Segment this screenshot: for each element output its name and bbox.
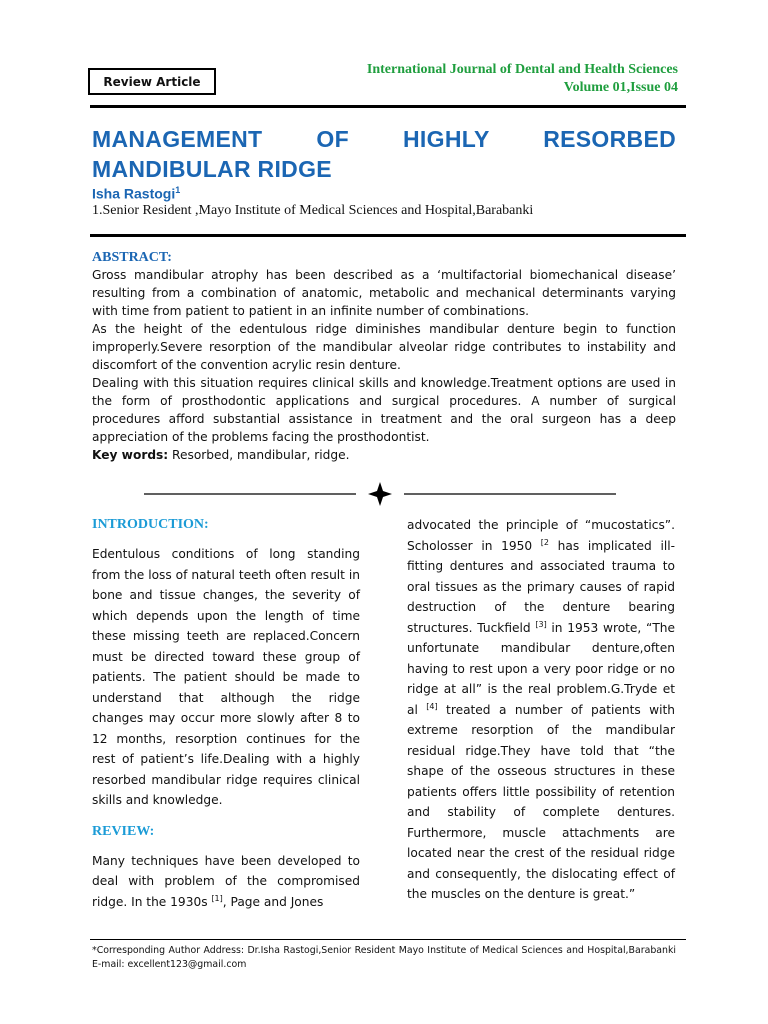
article-type-badge — [88, 68, 216, 95]
review-cont-1: advocated the principle of “mucostatics”. Scholosser in 1950 — [407, 518, 675, 553]
introduction-text: Edentulous conditions of long standing from the loss of natural teeth often result in bone and tissue changes, the severity of which depends upon the length of time these missing teeth are replaced.Concern must be directed toward these group of patients. The patient should be made to understand that although the ridge changes may occur more slowly after 8 to 12 months, resorption continues for the rest of patient’s life.Dealing with a highly resorbed mandibular ridge requires clinical skills and knowledge. — [92, 547, 360, 807]
abstract-heading: ABSTRACT: — [92, 250, 172, 265]
keywords — [92, 446, 676, 464]
review-cont-4: treated a number of patients with extreme resorption of the mandibular residual ridge.They have told that “the shape of the osseous structures in these patients offers little possibility of retention and stability of complete dentures. Furthermore, muscle attachments are located near the crest of the residual ridge and consequently, the dislocating effect of the muscles on the denture is great.” — [407, 702, 675, 901]
section-ornament — [140, 482, 620, 506]
keywords-text: Resorbed, mandibular, ridge. — [168, 448, 350, 462]
title-line-1: MANAGEMENT OF HIGHLY RESORBED — [92, 126, 676, 152]
star-icon — [368, 482, 392, 506]
right-column — [407, 515, 675, 905]
review-text-a: Many techniques have been developed to deal with problem of the compromised ridge. In the 1930s — [92, 853, 360, 909]
review-text — [92, 851, 360, 913]
introduction-heading: INTRODUCTION: — [92, 517, 209, 532]
affiliation: 1.Senior Resident ,Mayo Institute of Medical Sciences and Hospital,Barabanki — [92, 203, 534, 218]
citation-1: [1] — [211, 893, 223, 903]
left-column — [92, 516, 360, 912]
title-line-2: MANDIBULAR RIDGE — [92, 156, 332, 182]
abstract-paragraph-3: Dealing with this situation requires clinical skills and knowledge.Treatment options are used in the form of prosthodontic applications and surgical procedures. A number of surgical procedures afford substantial assistance in treatment and the oral surgeon has a deep appreciation of the problems facing the prosthodontist. — [92, 376, 676, 444]
journal-header — [367, 61, 678, 97]
citation-2: [2 — [540, 537, 549, 547]
review-text-b: , Page and Jones — [222, 894, 324, 909]
top-divider — [90, 105, 686, 108]
review-cont-3: in 1953 wrote, “The unfortunate mandibular denture,often having to rest upon a very poor ridge or no ridge at all” is the real problem.G.Tryde et al — [407, 620, 676, 717]
footnote-divider — [90, 939, 686, 940]
author-text: Isha Rastogi — [92, 185, 176, 202]
keywords-label: Key words: — [92, 448, 169, 462]
citation-4: [4] — [426, 701, 438, 711]
journal-name: International Journal of Dental and Health Sciences — [366, 62, 678, 77]
abstract-paragraph-2: As the height of the edentulous ridge diminishes mandibular denture begin to function improperly.Severe resorption of the mandibular alveolar ridge contributes to instability and discomfort of the convention acrylic resin denture. — [92, 322, 676, 372]
article-title — [92, 124, 676, 184]
citation-3: [3] — [535, 619, 547, 629]
review-cont-2: has implicated ill-fitting dentures and associated trauma to oral tissues as the primary causes of rapid destruction of the denture bearing structures. Tuckfield — [407, 538, 675, 635]
abstract-body — [92, 266, 676, 464]
author-name — [92, 185, 180, 202]
article-type-label: Review Article — [103, 74, 201, 89]
abstract-paragraph-1: Gross mandibular atrophy has been described as a ‘multifactorial biomechanical disease’ resulting from a combination of anatomic, metabolic and mechanical determinants varying with time from patient to patient in an infinite number of combinations. — [92, 268, 676, 318]
review-heading: REVIEW: — [92, 823, 155, 839]
review-continued — [407, 515, 675, 905]
corresponding-author-footnote: *Corresponding Author Address: Dr.Isha Rastogi,Senior Resident Mayo Institute of Medical Sciences and Hospital,Barabanki E-mail: excellent123@gmail.com — [92, 945, 676, 970]
abstract-divider — [90, 234, 686, 237]
volume-issue: Volume 01,Issue 04 — [563, 80, 678, 95]
author-sup: 1 — [175, 185, 181, 195]
